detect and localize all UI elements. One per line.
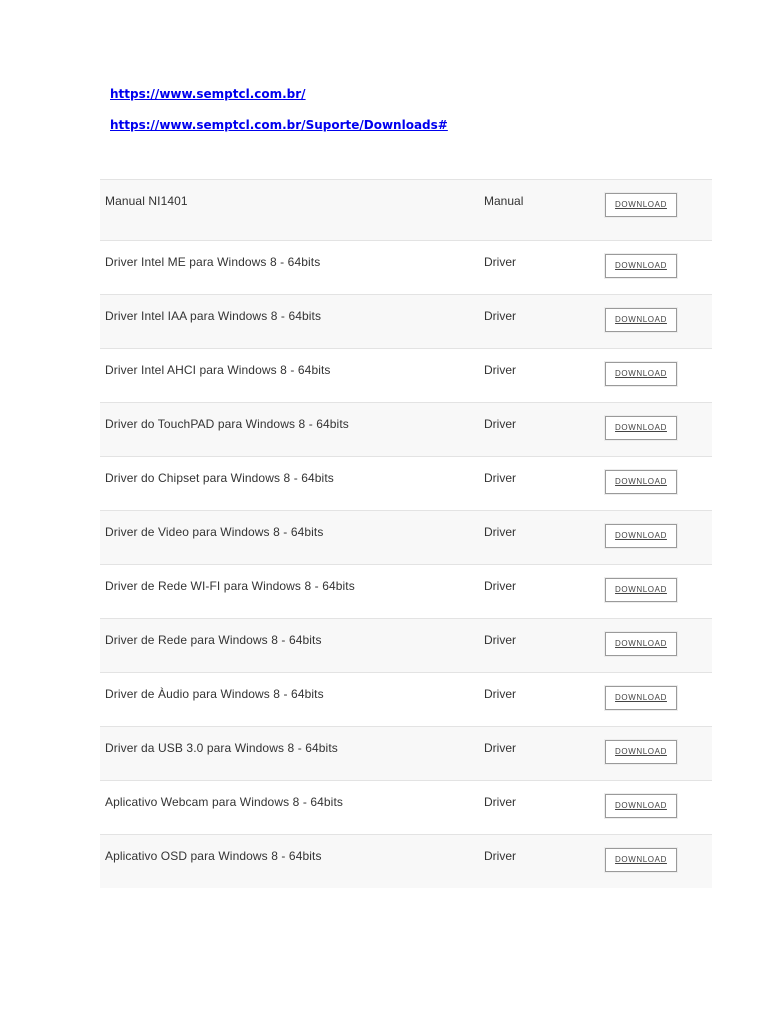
table-row: [100, 618, 712, 672]
file-type: Driver: [484, 525, 516, 539]
download-button[interactable]: DOWNLOAD: [605, 632, 677, 656]
file-name: Manual NI1401: [105, 194, 188, 208]
file-name: Driver Intel AHCI para Windows 8 - 64bits: [105, 363, 331, 377]
download-button[interactable]: DOWNLOAD: [605, 254, 677, 278]
table-row: [100, 780, 712, 834]
file-name: Driver de Rede WI-FI para Windows 8 - 64bits: [105, 579, 355, 593]
download-button[interactable]: DOWNLOAD: [605, 848, 677, 872]
link-list: [110, 86, 448, 134]
download-button[interactable]: DOWNLOAD: [605, 740, 677, 764]
downloads-table: [100, 179, 712, 888]
table-row: [100, 294, 712, 348]
table-row: [100, 834, 712, 888]
table-row: [100, 240, 712, 294]
download-button[interactable]: DOWNLOAD: [605, 524, 677, 548]
file-type: Driver: [484, 363, 516, 377]
download-button[interactable]: DOWNLOAD: [605, 308, 677, 332]
file-type: Driver: [484, 417, 516, 431]
download-button[interactable]: DOWNLOAD: [605, 578, 677, 602]
table-row: [100, 564, 712, 618]
download-button[interactable]: DOWNLOAD: [605, 193, 677, 217]
file-name: Driver do Chipset para Windows 8 - 64bits: [105, 471, 334, 485]
download-button[interactable]: DOWNLOAD: [605, 416, 677, 440]
file-name: Driver Intel IAA para Windows 8 - 64bits: [105, 309, 322, 323]
file-type: Driver: [484, 579, 516, 593]
file-type: Driver: [484, 741, 516, 755]
file-name: Driver da USB 3.0 para Windows 8 - 64bits: [105, 741, 338, 755]
file-type: Driver: [484, 795, 516, 809]
table-row: [100, 348, 712, 402]
table-row: [100, 726, 712, 780]
file-type: Driver: [484, 687, 516, 701]
file-type: Driver: [484, 309, 516, 323]
file-type: Manual: [484, 194, 524, 208]
table-row: [100, 672, 712, 726]
download-button[interactable]: DOWNLOAD: [605, 362, 677, 386]
file-name: Driver de Rede para Windows 8 - 64bits: [105, 633, 322, 647]
file-name: Driver de Video para Windows 8 - 64bits: [105, 525, 324, 539]
file-type: Driver: [484, 633, 516, 647]
link-semptcl-downloads[interactable]: https://www.semptcl.com.br/Suporte/Downloads#: [110, 118, 448, 132]
file-name: Aplicativo Webcam para Windows 8 - 64bits: [105, 795, 343, 809]
table-row: [100, 510, 712, 564]
table-row: [100, 179, 712, 240]
link-semptcl-home[interactable]: https://www.semptcl.com.br/: [110, 87, 306, 101]
table-row: [100, 402, 712, 456]
download-button[interactable]: DOWNLOAD: [605, 470, 677, 494]
table-row: [100, 456, 712, 510]
file-name: Driver do TouchPAD para Windows 8 - 64bits: [105, 417, 349, 431]
file-name: Driver Intel ME para Windows 8 - 64bits: [105, 255, 321, 269]
file-type: Driver: [484, 471, 516, 485]
file-name: Driver de Àudio para Windows 8 - 64bits: [105, 687, 324, 701]
file-type: Driver: [484, 849, 516, 863]
download-button[interactable]: DOWNLOAD: [605, 794, 677, 818]
download-button[interactable]: DOWNLOAD: [605, 686, 677, 710]
file-name: Aplicativo OSD para Windows 8 - 64bits: [105, 849, 322, 863]
file-type: Driver: [484, 255, 516, 269]
